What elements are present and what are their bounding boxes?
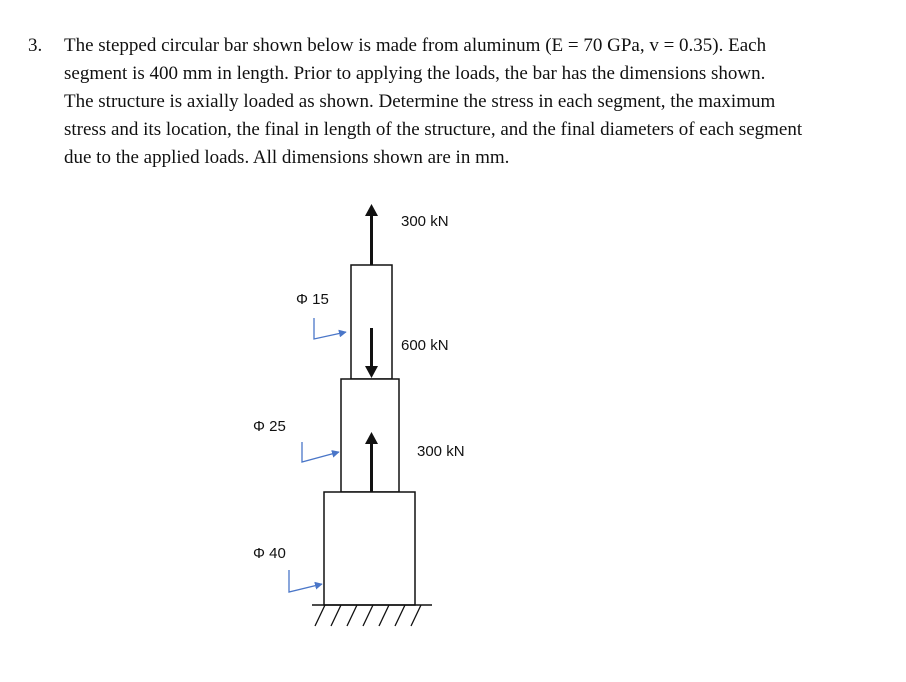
fixed-support bbox=[312, 605, 432, 626]
bottom-diameter-label: Φ 40 bbox=[253, 545, 286, 562]
top-load-label: 300 kN bbox=[401, 213, 449, 230]
top-load-arrow bbox=[365, 204, 378, 265]
middle-diameter-label: Φ 25 bbox=[253, 418, 286, 435]
problem-number: 3. bbox=[28, 35, 43, 56]
lower-load-label: 300 kN bbox=[417, 443, 465, 460]
bottom-diameter-leader bbox=[289, 570, 322, 592]
top-diameter-label: Φ 15 bbox=[296, 291, 329, 308]
top-diameter-leader bbox=[314, 318, 346, 339]
problem-text-line-5: due to the applied loads. All dimensions shown are in mm. bbox=[64, 147, 510, 168]
problem-text-line-2: segment is 400 mm in length. Prior to applying the loads, the bar has the dimensions shown. bbox=[64, 63, 766, 84]
middle-diameter-leader bbox=[302, 442, 339, 462]
problem-text-line-1: The stepped circular bar shown below is made from aluminum (E = 70 GPa, v = 0.35). Each bbox=[64, 35, 767, 56]
middle-load-label: 600 kN bbox=[401, 337, 449, 354]
bottom-segment bbox=[324, 492, 415, 605]
problem-text-line-3: The structure is axially loaded as shown. Determine the stress in each segment, the maximum bbox=[64, 91, 776, 112]
problem-text-line-4: stress and its location, the final in length of the structure, and the final diameters of each segment bbox=[64, 119, 803, 140]
